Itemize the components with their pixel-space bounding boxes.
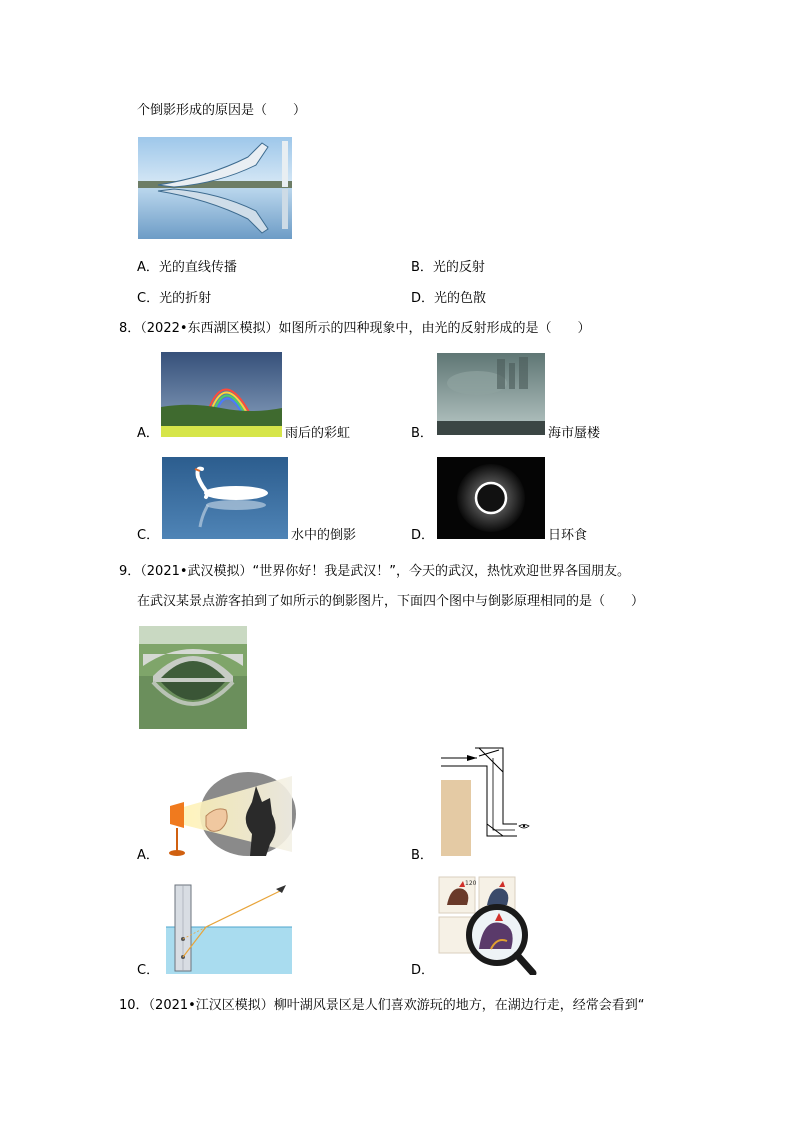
q8-option-a-letter[interactable]: A． [137, 426, 159, 441]
option-text: 光的反射 [432, 260, 485, 275]
annular-eclipse-photo [437, 457, 545, 539]
ski-jump-reflection-photo [138, 137, 292, 239]
q7-option-d[interactable] [411, 290, 486, 308]
q8-option-b-letter[interactable]: B． [411, 426, 433, 441]
q8-option-c-caption: 水中的倒影 [291, 528, 357, 543]
q7-option-b[interactable] [411, 259, 485, 277]
option-letter: C． [137, 291, 160, 306]
option-text: 光的色散 [434, 291, 487, 306]
magnifier-stamps-photo [437, 875, 537, 975]
arch-bridge-reflection-photo [139, 626, 247, 729]
option-letter: D． [411, 291, 435, 306]
q10-stem-line1: 10．（2021•江汉区模拟）柳叶湖风景区是人们喜欢游玩的地方，在湖边行走，经常会看到“ [119, 998, 645, 1013]
q8-option-d-letter[interactable]: D． [411, 528, 435, 543]
q7-option-c[interactable] [137, 290, 211, 308]
rainbow-photo [161, 352, 282, 437]
q9-option-c-letter[interactable]: C． [137, 963, 160, 978]
periscope-diagram [437, 746, 537, 858]
q9-stem-line1: 9．（2021•武汉模拟）“世界你好！我是武汉！”，今天的武汉，热忱欢迎世界各国朋友。 [119, 564, 630, 579]
q9-option-d-letter[interactable]: D． [411, 963, 435, 978]
q8-option-c-letter[interactable]: C． [137, 528, 160, 543]
option-text: 光的折射 [159, 291, 212, 306]
q7-option-a[interactable] [137, 259, 237, 277]
stamp-value-label: 120 [465, 880, 477, 887]
q8-option-a-caption: 雨后的彩虹 [285, 426, 351, 441]
swan-reflection-photo [162, 457, 288, 539]
q9-option-b-letter[interactable]: B． [411, 848, 433, 863]
q9-stem-line2: 在武汉某景点游客拍到了如所示的倒影图片，下面四个图中与倒影原理相同的是（ ） [137, 594, 645, 609]
q8-option-b-caption: 海市蜃楼 [548, 426, 601, 441]
option-text: 光的直线传播 [158, 260, 237, 275]
q8-stem: 8．（2022•东西湖区模拟）如图所示的四种现象中，由光的反射形成的是（ ） [119, 321, 591, 336]
q9-option-a-letter[interactable]: A． [137, 848, 159, 863]
shadow-puppet-diagram [166, 772, 296, 857]
refraction-diagram [166, 883, 292, 974]
mirage-photo [437, 353, 545, 435]
option-letter: B． [411, 260, 433, 275]
q7-stem-tail: 个倒影形成的原因是（ ） [137, 103, 307, 118]
q8-option-d-caption: 日环食 [548, 528, 588, 543]
option-letter: A． [137, 260, 159, 275]
